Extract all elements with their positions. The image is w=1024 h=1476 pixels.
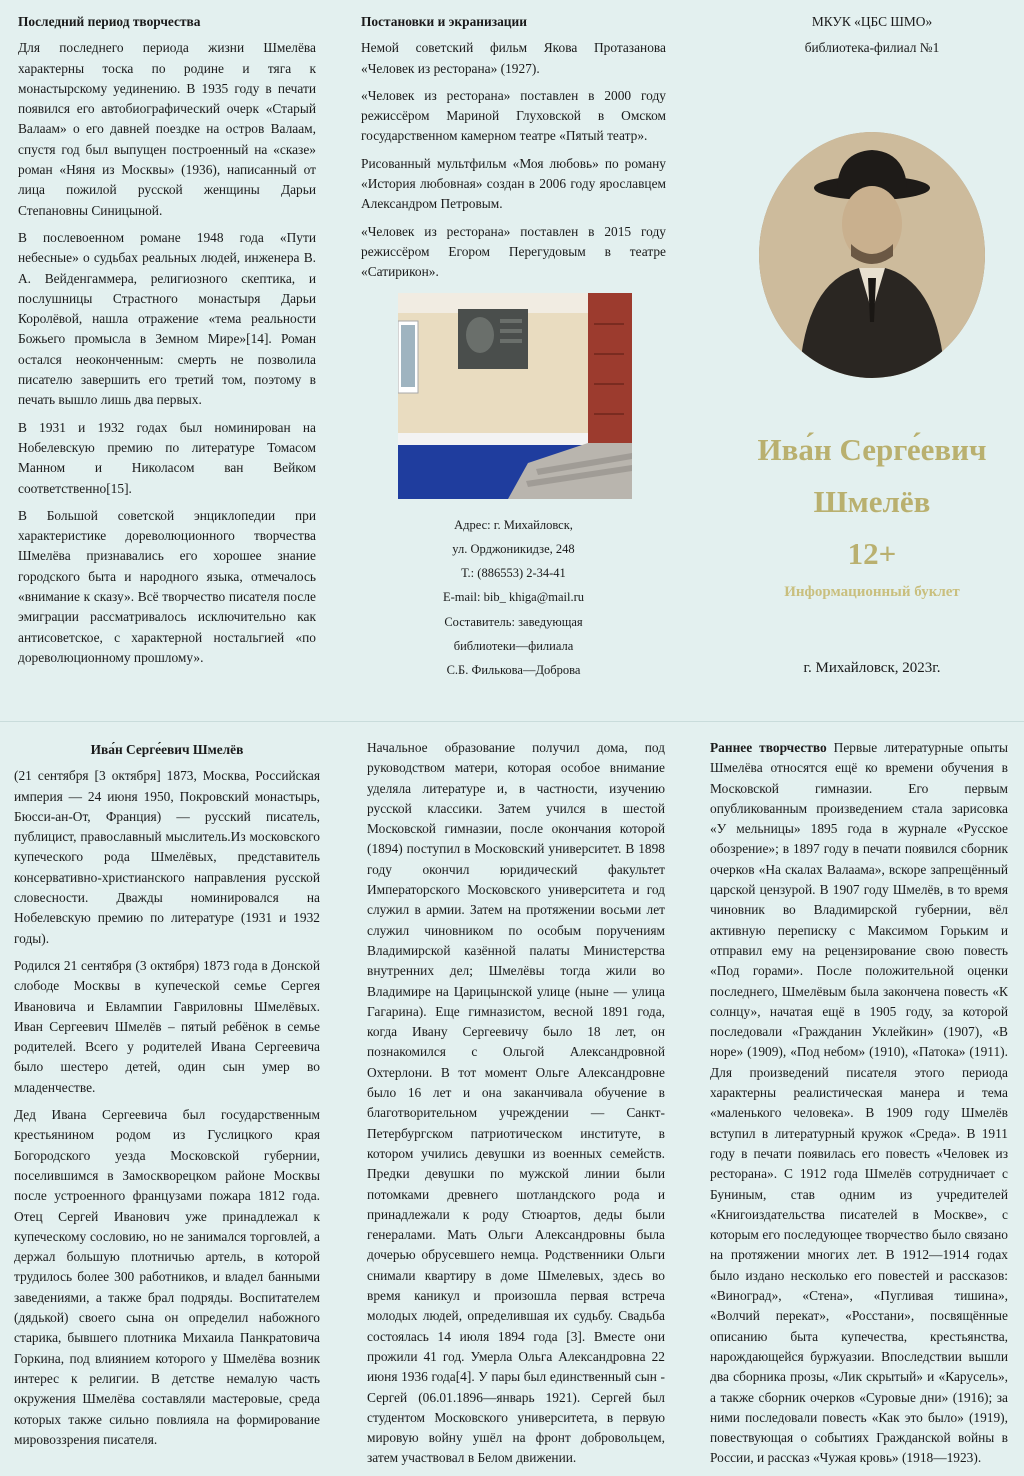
fold-line	[0, 721, 1024, 722]
last-period-column	[18, 12, 316, 675]
age-rating: 12+	[847, 536, 897, 571]
portrait-image	[759, 132, 985, 378]
bio-paragraph: Дед Ивана Сергеевича был государственным крестьянином родом из Гуслицкого края Богородского уезда Московской губернии, поселившимся в Замоскворецком районе Москвы после устроенного французами пожара 1812 года. Отец Сергей Иванович уже принадлежал к купеческому сословию, но не занимался торговлей, а держал большую плотничью артель, в которой трудилось более 300 работников, и владел банными заведениями, а также брал подряды. Воспитателем (дядькой) своего сына он определил набожного старика, бывшего плотника Михаила Панкратовича Горкина, под влиянием которого у Шмелёва возник интерес к религии. В детстве немалую часть окружения Шмелёва составляли мастеровые, среда которых также сильно повлияла на формирование мировоззрения писателя.	[14, 1107, 320, 1447]
productions-heading: Постановки и экранизации	[361, 14, 527, 29]
last-period-paragraph: В Большой советской энциклопедии при характеристике дореволюционного творчества Шмелёва признавались его хорошее знание городского быта и народного языка, отмечалось «внимание к сказу». Всё творчество писателя после эмиграции рассматривалось исключительно как антисоветское, с характерной ностальгией «по дореволюционному прошлому».	[18, 507, 316, 665]
early-work-text: Первые литературные опыты Шмелёва относятся ещё ко времени обучения в Московской гимназии. Его первым опубликованным произведением стала зарисовка «У мельницы» 1895 года в журнале «Русское обозрение»; в 1897 году в печати появился сборник очерков «На скалах Валаама», вскоре запрещённый царской цензурой. В 1907 году Шмелёв, в то время чиновник во Владимирской губернии, вёл активную переписку с Максимом Горьким и отправил ему на рецензирование свою повесть «Под горами». После положительной оценки последнего, Шмелёвым была закончена повесть «К солнцу», начатая ещё в 1905 году, за которой последовали «Гражданин Уклейкин» (1907), «В норе» (1909), «Под небом» (1910), «Патока» (1911). Для произведений писателя этого периода характерны реалистическая манера и тема «маленького человека». В 1909 году Шмелёв вступил в литературный кружок «Среда». В 1911 году в печати появилась его повесть «Человек из ресторана». С 1912 года Шмелёв сотрудничает с Буниным, став одним из учредителей «Книгоиздательства писателей в Москве», с которым его последующее творчество было связано на протяжении многих лет. В 1912—1914 годах было издано несколько его повестей и рассказов: «Виноград», «Стена», «Пугливая тишина», «Волчий перекат», «Росстани», посвящённые описанию быта купечества, крестьянства, нарождающейся буржуазии. Впоследствии вышли два сборника прозы, «Лик скрытый» и «Карусель», а также сборник очерков «Суровые дни» (1916); за ними последовали повесть «Как это было» (1919), повествующая о событиях Гражданской войны в России, и рассказ «Чужая кровь» (1918—1923).	[710, 740, 1008, 1466]
last-period-paragraph: В послевоенном романе 1948 года «Пути небесные» о судьбах реальных людей, инженера В. А. Вейденгаммера, религиозного скептика, и послушницы Страстного монастыря Дарьи Королёвой, нашла отражение «тема реальности Божьего промысла в Земном Мире»[14]. Роман остался неоконченным: смерть не позволила писателю завершить его третий том, поэтому в печать вышло лишь два первых.	[18, 229, 316, 408]
contact-compiler-name: С.Б. Филькова—Доброва	[446, 663, 581, 678]
title-name: Ива́н Серге́евич	[757, 432, 987, 467]
bio-paragraph: Родился 21 сентября (3 октября) 1873 года в Донской слободе Москвы в купеческой семье Сергея Ивановича и Евлампии Гавриловны Шмелёвых. Иван Сергеевич Шмелёв – пятый ребёнок в семье родителей. Всего у родителей Ивана Сергеевича было шестеро детей, один сын умер во младенчестве.	[14, 957, 320, 1095]
productions-paragraph: Рисованный мультфильм «Моя любовь» по роману «История любовная» создан в 2006 году ярославцем Александром Петровым.	[361, 155, 666, 212]
early-work-heading: Раннее творчество	[710, 740, 827, 755]
cover-title	[740, 424, 1004, 580]
early-work-column	[710, 738, 1008, 1476]
contact-compiler-role: библиотеки—филиала	[453, 639, 574, 654]
bio-heading: Ива́н Серге́евич Шмелёв	[90, 742, 244, 757]
bio-paragraph: (21 сентября [3 октября] 1873, Москва, Российская империя — 24 июня 1950, Покровский монастырь, Бюсси-ан-От, Франция) — русский писатель, публицист, православный мыслитель.Из московского купеческого рода Шмелёвых, представитель консервативно-христианского направления русской словесности. Дважды номинировался на Нобелевскую премию по литературе (1931 и 1932 годы).	[14, 768, 320, 946]
title-surname: Шмелёв	[813, 484, 931, 519]
productions-column	[361, 12, 666, 683]
education-paragraph: Начальное образование получил дома, под руководством матери, которая особое внимание уделяла литературе и, в частности, изучению русской классики. Затем учился в шестой Московской гимназии, после окончания которой (1894) поступил в Московский университет. В 1898 году окончил юридический факультет Императорского Московского университета и год служил в армии. Затем на протяжении восьми лет служил чиновником по особым поручениям Владимирской казённой палаты Министерства внутренних дел; Шмелёвы тогда жили во Владимире на Царицынской улице (ныне — улица Гагарина). Еще гимназистом, весной 1891 года, когда Ивану Сергеевичу было 18 лет, он познакомился с Ольгой Александровной Охтерлони. В тот момент Ольге Александровне было 16 лет и она заканчивала обучение в благотворительном учреждении — Санкт-Петербургском патриотическом институте, в котором учились девушки из военных семейств. Предки девушки по мужской линии были потомками древнего шотландского рода и принадлежали к роду Стюартов, деды были генералами. Мать Ольги Александровны была дочерью обрусевшего немца. Родственники Ольги снимали квартиру в доме Шмелевых, здесь во время каникул и произошла первая встреча молодых людей, определившая их судьбу. Свадьба состоялась 14 июля 1894 года [3]. Вместе они прожили 41 год. Умерла Ольга Александровна 22 июня 1936 года[4]. У пары был единственный сын - Сергей (06.01.1896—январь 1921). Сергей был студентом Московского университета, в первую мировую войну ушёл на фронт добровольцем, затем участвовал в Белом движении.	[367, 740, 665, 1466]
contact-phone: Т.: (886553) 2-34-41	[461, 566, 566, 581]
productions-paragraph: «Человек из ресторана» поставлен в 2000 году режиссёром Мариной Глуховской в Омском государственном камерном театре «Пятый театр».	[361, 87, 666, 144]
education-column	[367, 738, 665, 1476]
productions-paragraph: Немой советский фильм Якова Протазанова «Человек из ресторана» (1927).	[361, 40, 666, 76]
last-period-paragraph: Для последнего периода жизни Шмелёва характерны тоска по родине и тяга к монастырскому уединению. В 1935 году в печати появился его автобиографический очерк «Старый Валаам» о его давней поездке на остров Валаам, спустя год был выпущен построенный на «сказе» роман «Няня из Москвы» (1936), написанный от лица пожилой русской женщины Дарьи Степановны Синицыной.	[18, 40, 316, 218]
bio-column	[14, 740, 320, 1457]
contact-address: Адрес: г. Михайловск,	[454, 517, 573, 532]
contacts-block	[361, 513, 666, 683]
contact-email: E-mail: bib_ khiga@mail.ru	[443, 590, 584, 605]
contact-street: ул. Орджоникидзе, 248	[452, 541, 575, 556]
branch-name: библиотека-филиал №1	[804, 40, 940, 55]
memorial-building-image	[398, 293, 632, 499]
city-year: г. Михайловск, 2023г.	[803, 660, 941, 677]
memorial-plaque-photo	[398, 293, 632, 499]
cover-column	[740, 12, 1004, 679]
last-period-heading: Последний период творчества	[18, 14, 201, 29]
booklet-subtitle: Информационный буклет	[784, 584, 960, 600]
last-period-paragraph: В 1931 и 1932 годах был номинирован на Нобелевскую премию по литературе Томасом Манном и Николасом ван Вейком соответственно[15].	[18, 419, 316, 496]
org-name: МКУК «ЦБС ШМО»	[811, 14, 933, 29]
early-work-paragraph	[710, 738, 1008, 1469]
contact-compiler: Составитель: заведующая	[444, 614, 583, 629]
productions-paragraph: «Человек из ресторана» поставлен в 2015 году режиссёром Егором Перегудовым в театре «Сатирикон».	[361, 223, 666, 280]
author-portrait	[759, 132, 985, 378]
